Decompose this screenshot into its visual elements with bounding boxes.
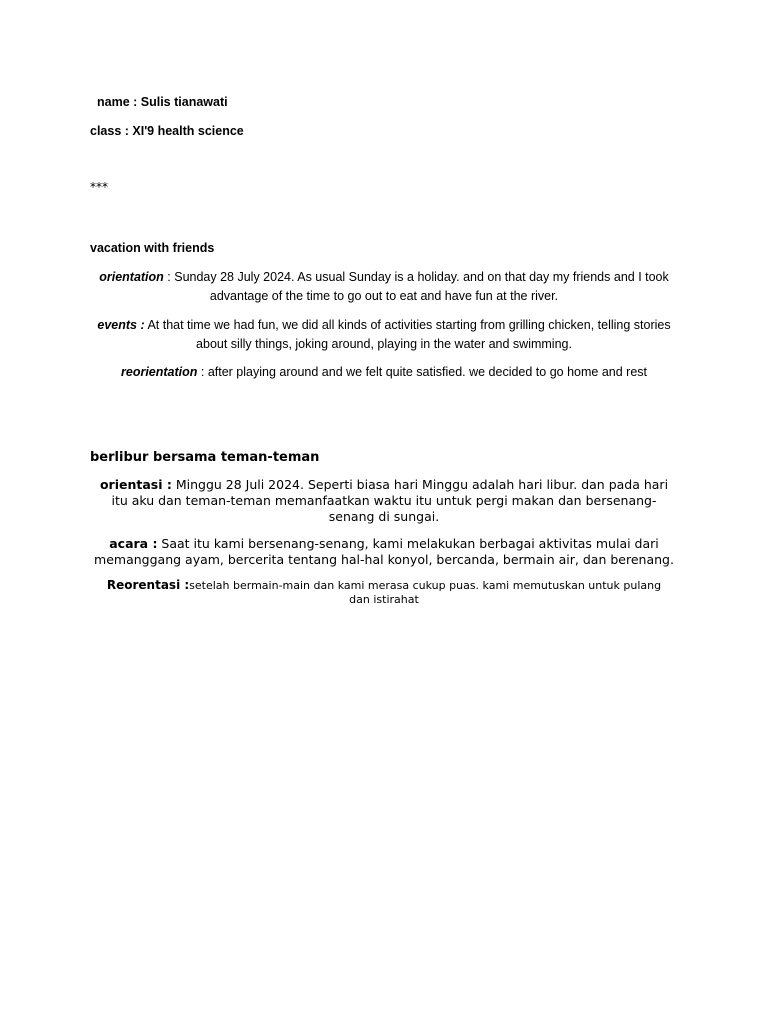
english-orientation-text-1: : Sunday 28 July 2024. As usual Sunday is a holiday. and on that day my friends and I took	[163, 270, 669, 284]
indonesian-reorentasi-term: Reorentasi :	[106, 578, 190, 592]
english-reorientation-text-1: : after playing around and we felt quite satisfied. we decided to go home and rest	[197, 365, 647, 379]
indonesian-orientasi-text-1: Minggu 28 Juli 2024. Seperti biasa hari Minggu adalah hari libur. dan pada hari	[171, 477, 669, 492]
english-events-text-1: At that time we had fun, we did all kinds of activities starting from grilling chicken, telling stories	[144, 318, 671, 332]
indonesian-orientasi-paragraph	[88, 477, 680, 525]
indonesian-orientasi-text-3: senang di sungai.	[328, 509, 440, 524]
indonesian-orientasi-text-2: itu aku dan teman-teman memanfaatkan waktu itu untuk pergi makan dan bersenang-	[111, 493, 657, 508]
english-orientation-paragraph	[88, 268, 680, 306]
indonesian-acara-term: acara :	[109, 536, 158, 551]
english-events-line-1	[88, 316, 680, 335]
indonesian-orientasi-term: orientasi :	[99, 477, 172, 492]
indonesian-reorentasi-line-1	[88, 578, 680, 593]
english-orientation-line-1	[88, 268, 680, 287]
english-events-term: events :	[97, 318, 145, 332]
english-title: vacation with friends	[90, 241, 215, 255]
indonesian-title: berlibur bersama teman-teman	[90, 450, 320, 465]
english-orientation-term: orientation	[99, 270, 164, 284]
indonesian-reorentasi-text-1: setelah bermain-main dan kami merasa cukup puas. kami memutuskan untuk pulang	[189, 579, 662, 592]
indonesian-acara-text-1: Saat itu kami bersenang-senang, kami melakukan berbagai aktivitas mulai dari	[157, 536, 659, 551]
indonesian-acara-paragraph	[88, 536, 680, 568]
indonesian-orientasi-line-1	[88, 477, 680, 493]
indonesian-reorentasi-paragraph	[88, 578, 680, 607]
indonesian-acara-text-2: memanggang ayam, bercerita tentang hal-hal konyol, bercanda, bermain air, dan berenang.	[94, 552, 674, 567]
english-events-paragraph	[88, 316, 680, 354]
indonesian-reorentasi-text-2: dan istirahat	[349, 593, 419, 606]
english-orientation-text-2: advantage of the time to go out to eat and have fun at the river.	[209, 289, 559, 303]
english-events-text-2: about silly things, joking around, playing in the water and swimming.	[196, 337, 572, 351]
separator: ***	[90, 180, 108, 194]
english-reorientation-line-1	[88, 363, 680, 382]
student-class: class : XI'9 health science	[90, 124, 244, 138]
indonesian-acara-line-1	[88, 536, 680, 552]
english-reorientation-paragraph	[88, 363, 680, 382]
student-name: name : Sulis tianawati	[97, 95, 228, 109]
english-reorientation-term: reorientation	[121, 365, 198, 379]
